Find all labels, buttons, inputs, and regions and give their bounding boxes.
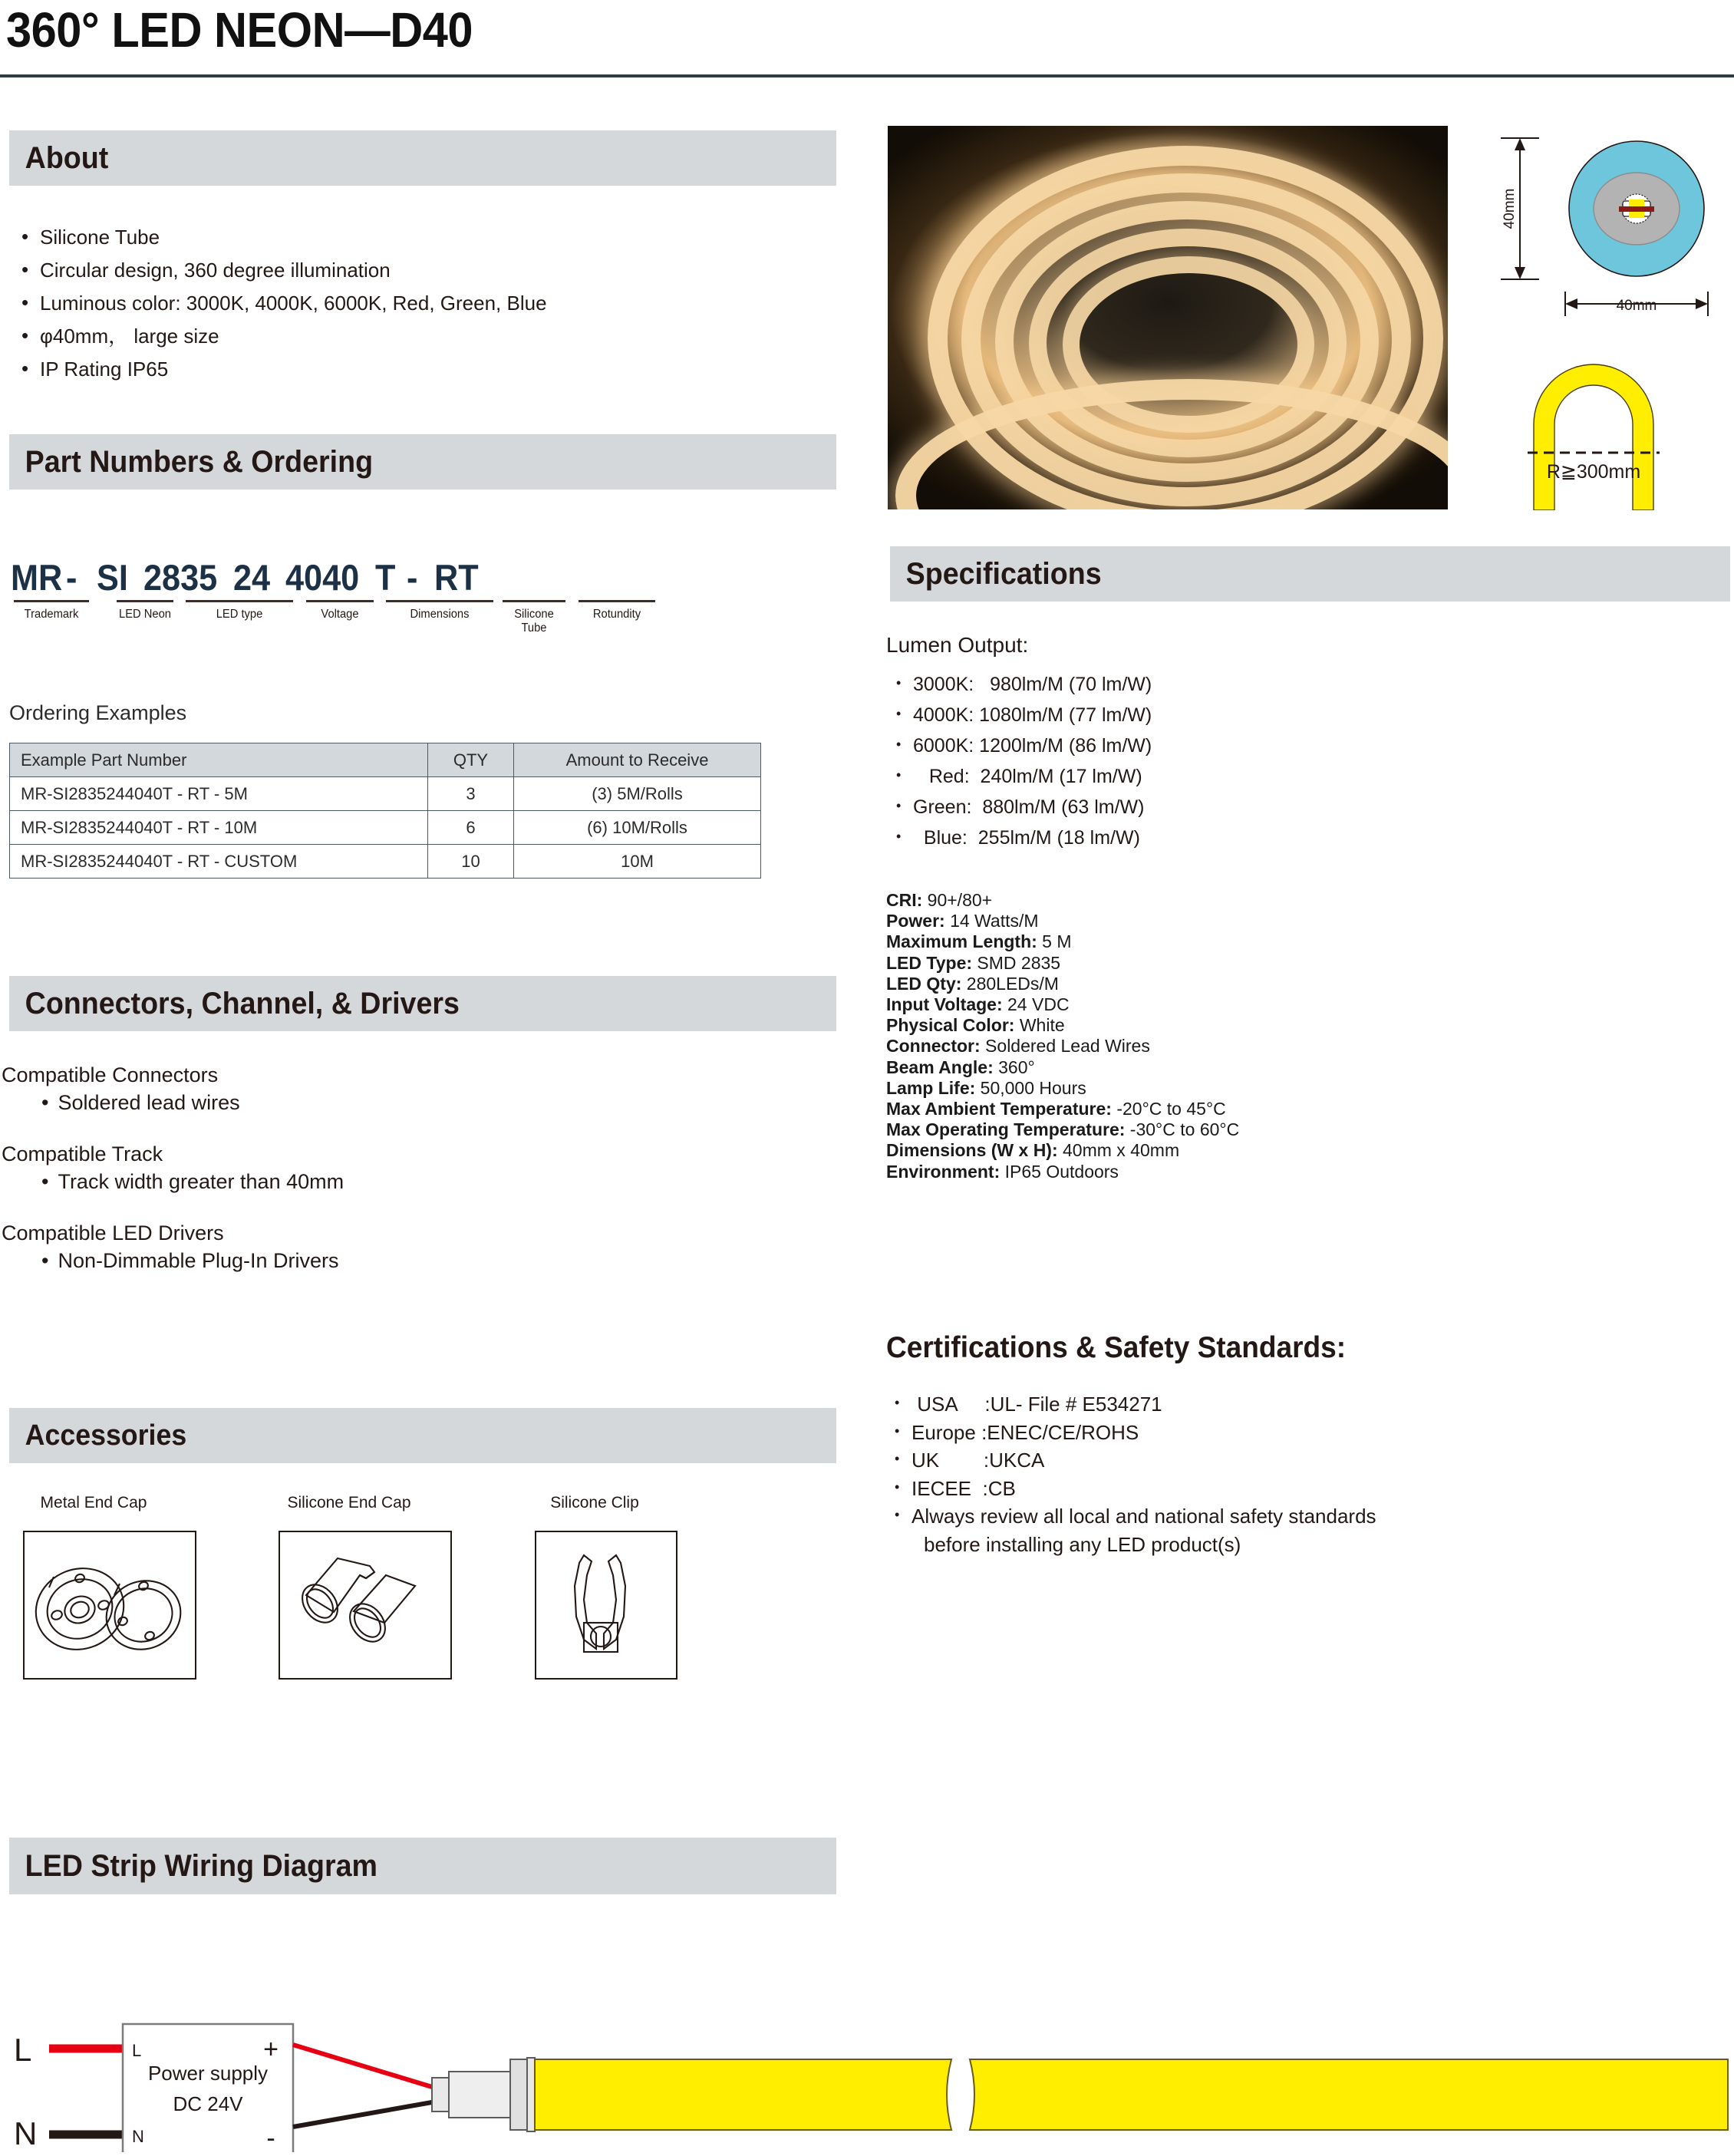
- spec-row: [886, 1162, 1239, 1182]
- spec-label: Input Voltage:: [886, 994, 1003, 1015]
- cell-amount: 10M: [514, 845, 761, 879]
- list-item: • Europe :ENEC/CE/ROHS: [890, 1419, 1376, 1447]
- line-terminal-label: L: [14, 2032, 32, 2068]
- spec-row: [886, 994, 1239, 1015]
- spec-value: 90+/80+: [922, 890, 993, 910]
- spec-value: 14 Watts/M: [944, 911, 1039, 931]
- wiring-section-header: [9, 1838, 836, 1894]
- power-supply-plus: +: [263, 2035, 279, 2064]
- connectors-heading: Connectors, Channel, & Drivers: [25, 986, 460, 1020]
- lumen-output-list: [890, 669, 1152, 853]
- about-heading: About: [25, 140, 109, 175]
- part-number-decoder: [11, 551, 640, 666]
- power-supply-title: Power supply: [147, 2062, 269, 2085]
- spec-label: Max Operating Temperature:: [886, 1119, 1126, 1140]
- list-item: • φ40mm， large size: [14, 320, 547, 353]
- wiring-heading: LED Strip Wiring Diagram: [25, 1848, 377, 1883]
- spec-row: [886, 1057, 1239, 1078]
- pn-segment-dimensions: 4040: [285, 557, 360, 598]
- silicone-end-cap-drawing: [280, 1532, 450, 1678]
- specifications-detail-list: [886, 890, 1239, 1182]
- metal-end-cap-icon: [23, 1531, 196, 1680]
- list-item: • Silicone Tube: [14, 221, 547, 254]
- cell-part-number: MR-SI2835244040T - RT - 5M: [10, 777, 428, 811]
- part-numbers-section-header: [9, 434, 836, 490]
- accessories-heading: Accessories: [25, 1419, 187, 1452]
- spec-row: [886, 953, 1239, 974]
- ordering-examples-label: Ordering Examples: [9, 701, 187, 724]
- cell-part-number: MR-SI2835244040T - RT - 10M: [10, 811, 428, 845]
- cross-section-diagram: [1481, 127, 1734, 327]
- specifications-section-header: [890, 546, 1730, 602]
- spec-value: IP65 Outdoors: [1000, 1161, 1119, 1182]
- cell-qty: 10: [428, 845, 514, 879]
- pn-label-silicone-tube: Silicone Tube: [514, 608, 554, 635]
- list-item: • 4000K: 1080lm/M (77 lm/W): [890, 700, 1152, 730]
- spec-label: CRI:: [886, 890, 923, 910]
- accessory-caption-silicone-clip: Silicone Clip: [550, 1494, 639, 1512]
- certifications-heading: Certifications & Safety Standards:: [886, 1331, 1347, 1364]
- pn-segment-ledneon: SI: [97, 557, 128, 598]
- spec-row: [886, 1119, 1239, 1140]
- spec-row: [886, 1036, 1239, 1057]
- pn-segment-trademark: MR: [11, 557, 63, 598]
- list-item: • IECEE :CB: [890, 1475, 1376, 1503]
- title-divider: [0, 74, 1734, 77]
- group-item: • Soldered lead wires: [41, 1091, 240, 1114]
- spec-row: [886, 890, 1239, 911]
- table-header-row: [10, 743, 761, 777]
- spec-label: Connector:: [886, 1036, 981, 1057]
- cross-section-width-label: 40mm: [1616, 298, 1657, 314]
- spec-value: Soldered Lead Wires: [980, 1036, 1150, 1057]
- group-item: • Track width greater than 40mm: [41, 1170, 344, 1193]
- wiring-diagram: [0, 1964, 1734, 2152]
- spec-label: Max Ambient Temperature:: [886, 1099, 1112, 1119]
- cross-section-height-label: 40mm: [1502, 188, 1518, 229]
- group-item: • Non-Dimmable Plug-In Drivers: [41, 1249, 339, 1272]
- certifications-list: [890, 1390, 1376, 1558]
- pn-label-ledneon: LED Neon: [119, 608, 171, 621]
- list-item: • 6000K: 1200lm/M (86 lm/W): [890, 730, 1152, 761]
- product-photo: [888, 126, 1448, 509]
- spec-value: White: [1014, 1015, 1065, 1036]
- power-supply-subtitle: DC 24V: [173, 2092, 243, 2115]
- pn-label-trademark: Trademark: [24, 608, 79, 621]
- bend-radius-diagram: [1500, 341, 1734, 510]
- neon-strip-segment-1: [535, 2059, 951, 2130]
- wire-negative: [293, 2102, 432, 2127]
- list-item: • Green: 880lm/M (63 lm/W): [890, 792, 1152, 823]
- pn-segment-rotundity: RT: [434, 557, 479, 598]
- spec-label: Environment:: [886, 1161, 1001, 1182]
- group-title-drivers: Compatible LED Drivers: [2, 1221, 224, 1244]
- pn-label-dimensions: Dimensions: [410, 608, 470, 621]
- bullet-dot: •: [41, 1170, 49, 1193]
- col-example-part-number: Example Part Number: [10, 743, 428, 777]
- spec-label: Beam Angle:: [886, 1057, 994, 1077]
- page-title: 360° LED NEON—D40: [6, 2, 473, 58]
- cell-part-number: MR-SI2835244040T - RT - CUSTOM: [10, 845, 428, 879]
- power-supply-n-label: N: [132, 2127, 144, 2146]
- spec-value: 50,000 Hours: [975, 1077, 1086, 1098]
- power-supply-l-label: L: [132, 2041, 142, 2060]
- list-item: • UK :UKCA: [890, 1446, 1376, 1475]
- connector-body: [449, 2072, 510, 2118]
- spec-row: [886, 1140, 1239, 1161]
- spec-label: Dimensions (W x H):: [886, 1140, 1058, 1161]
- spec-value: -20°C to 45°C: [1111, 1099, 1226, 1119]
- ordering-examples-table: [9, 743, 761, 879]
- list-item: • IP Rating IP65: [14, 353, 547, 386]
- power-supply-minus: -: [266, 2124, 275, 2152]
- pn-label-ledtype: LED type: [216, 608, 263, 621]
- spec-label: Lamp Life:: [886, 1077, 976, 1098]
- spec-value: -30°C to 60°C: [1125, 1119, 1240, 1140]
- connectors-section-header: [9, 976, 836, 1031]
- pn-segment-ledtype: 2835: [143, 557, 218, 598]
- silicone-clip-icon: [535, 1531, 677, 1680]
- cell-qty: 6: [428, 811, 514, 845]
- accessories-section-header: [9, 1408, 836, 1463]
- list-item: • Blue: 255lm/M (18 lm/W): [890, 823, 1152, 853]
- silicone-end-cap-icon: [279, 1531, 452, 1680]
- spec-value: 40mm x 40mm: [1057, 1140, 1180, 1161]
- col-qty: QTY: [428, 743, 514, 777]
- spec-label: LED Type:: [886, 952, 973, 973]
- spec-label: LED Qty:: [886, 973, 962, 994]
- list-item: • Circular design, 360 degree illumination: [14, 254, 547, 287]
- list-item: • Luminous color: 3000K, 4000K, 6000K, Red, Green, Blue: [14, 287, 547, 320]
- wiring-diagram-drawing: [0, 1964, 1734, 2152]
- spec-row: [886, 931, 1239, 952]
- silicone-clip-drawing: [536, 1532, 676, 1678]
- spec-value: 24 VDC: [1002, 994, 1070, 1015]
- cross-section-drawing: [1481, 127, 1734, 327]
- strip-end-cap: [527, 2058, 535, 2131]
- pn-segment-silicone-tube: T: [375, 557, 396, 598]
- spec-label: Maximum Length:: [886, 931, 1037, 952]
- table-row: [10, 811, 761, 845]
- spec-value: 360°: [993, 1057, 1035, 1077]
- connector-endcap: [510, 2059, 527, 2130]
- cell-amount: (3) 5M/Rolls: [514, 777, 761, 811]
- cell-amount: (6) 10M/Rolls: [514, 811, 761, 845]
- about-bullet-list: [14, 221, 547, 386]
- bend-radius-label: R≧300mm: [1546, 461, 1641, 483]
- spec-row: [886, 1015, 1239, 1036]
- col-amount-to-receive: Amount to Receive: [514, 743, 761, 777]
- pn-segment-dash1: -: [66, 557, 77, 598]
- about-section-header: [9, 130, 836, 186]
- spec-value: 5 M: [1037, 931, 1072, 952]
- list-item: • Always review all local and national safety standards: [890, 1502, 1376, 1531]
- spec-row: [886, 1078, 1239, 1099]
- list-item: • 3000K: 980lm/M (70 lm/W): [890, 669, 1152, 700]
- spec-label: Physical Color:: [886, 1015, 1015, 1036]
- cell-qty: 3: [428, 777, 514, 811]
- table-row: [10, 777, 761, 811]
- spec-label: Power:: [886, 911, 945, 931]
- list-item: • Red: 240lm/M (17 lm/W): [890, 761, 1152, 792]
- bullet-dot: •: [41, 1091, 49, 1114]
- pn-segment-voltage: 24: [233, 557, 271, 598]
- table-row: [10, 845, 761, 879]
- spec-value: SMD 2835: [972, 952, 1061, 973]
- lumen-output-title: Lumen Output:: [886, 633, 1029, 657]
- spec-row: [886, 911, 1239, 931]
- connector-ferrule: [432, 2078, 449, 2111]
- specifications-heading: Specifications: [905, 556, 1102, 591]
- pn-segment-dash2: -: [407, 557, 418, 598]
- part-numbers-heading: Part Numbers & Ordering: [25, 444, 374, 479]
- group-title-track: Compatible Track: [2, 1142, 163, 1165]
- bullet-dot: •: [41, 1249, 49, 1272]
- wire-positive: [293, 2045, 432, 2087]
- spec-row: [886, 1099, 1239, 1119]
- pn-label-rotundity: Rotundity: [592, 608, 641, 621]
- neutral-terminal-label: N: [14, 2115, 38, 2151]
- bend-radius-drawing: [1500, 341, 1734, 510]
- group-title-connectors: Compatible Connectors: [2, 1063, 219, 1086]
- list-item: • USA :UL- File # E534271: [890, 1390, 1376, 1419]
- connectors-content: [2, 1063, 344, 1273]
- metal-end-cap-drawing: [25, 1532, 195, 1678]
- accessory-caption-metal-end-cap: Metal End Cap: [40, 1494, 147, 1512]
- neon-strip-segment-2: [970, 2059, 1728, 2130]
- list-item-continuation: before installing any LED product(s): [924, 1532, 1241, 1556]
- pn-label-voltage: Voltage: [321, 608, 359, 621]
- spec-value: 280LEDs/M: [961, 973, 1059, 994]
- spec-row: [886, 974, 1239, 994]
- accessory-caption-silicone-end-cap: Silicone End Cap: [287, 1494, 411, 1512]
